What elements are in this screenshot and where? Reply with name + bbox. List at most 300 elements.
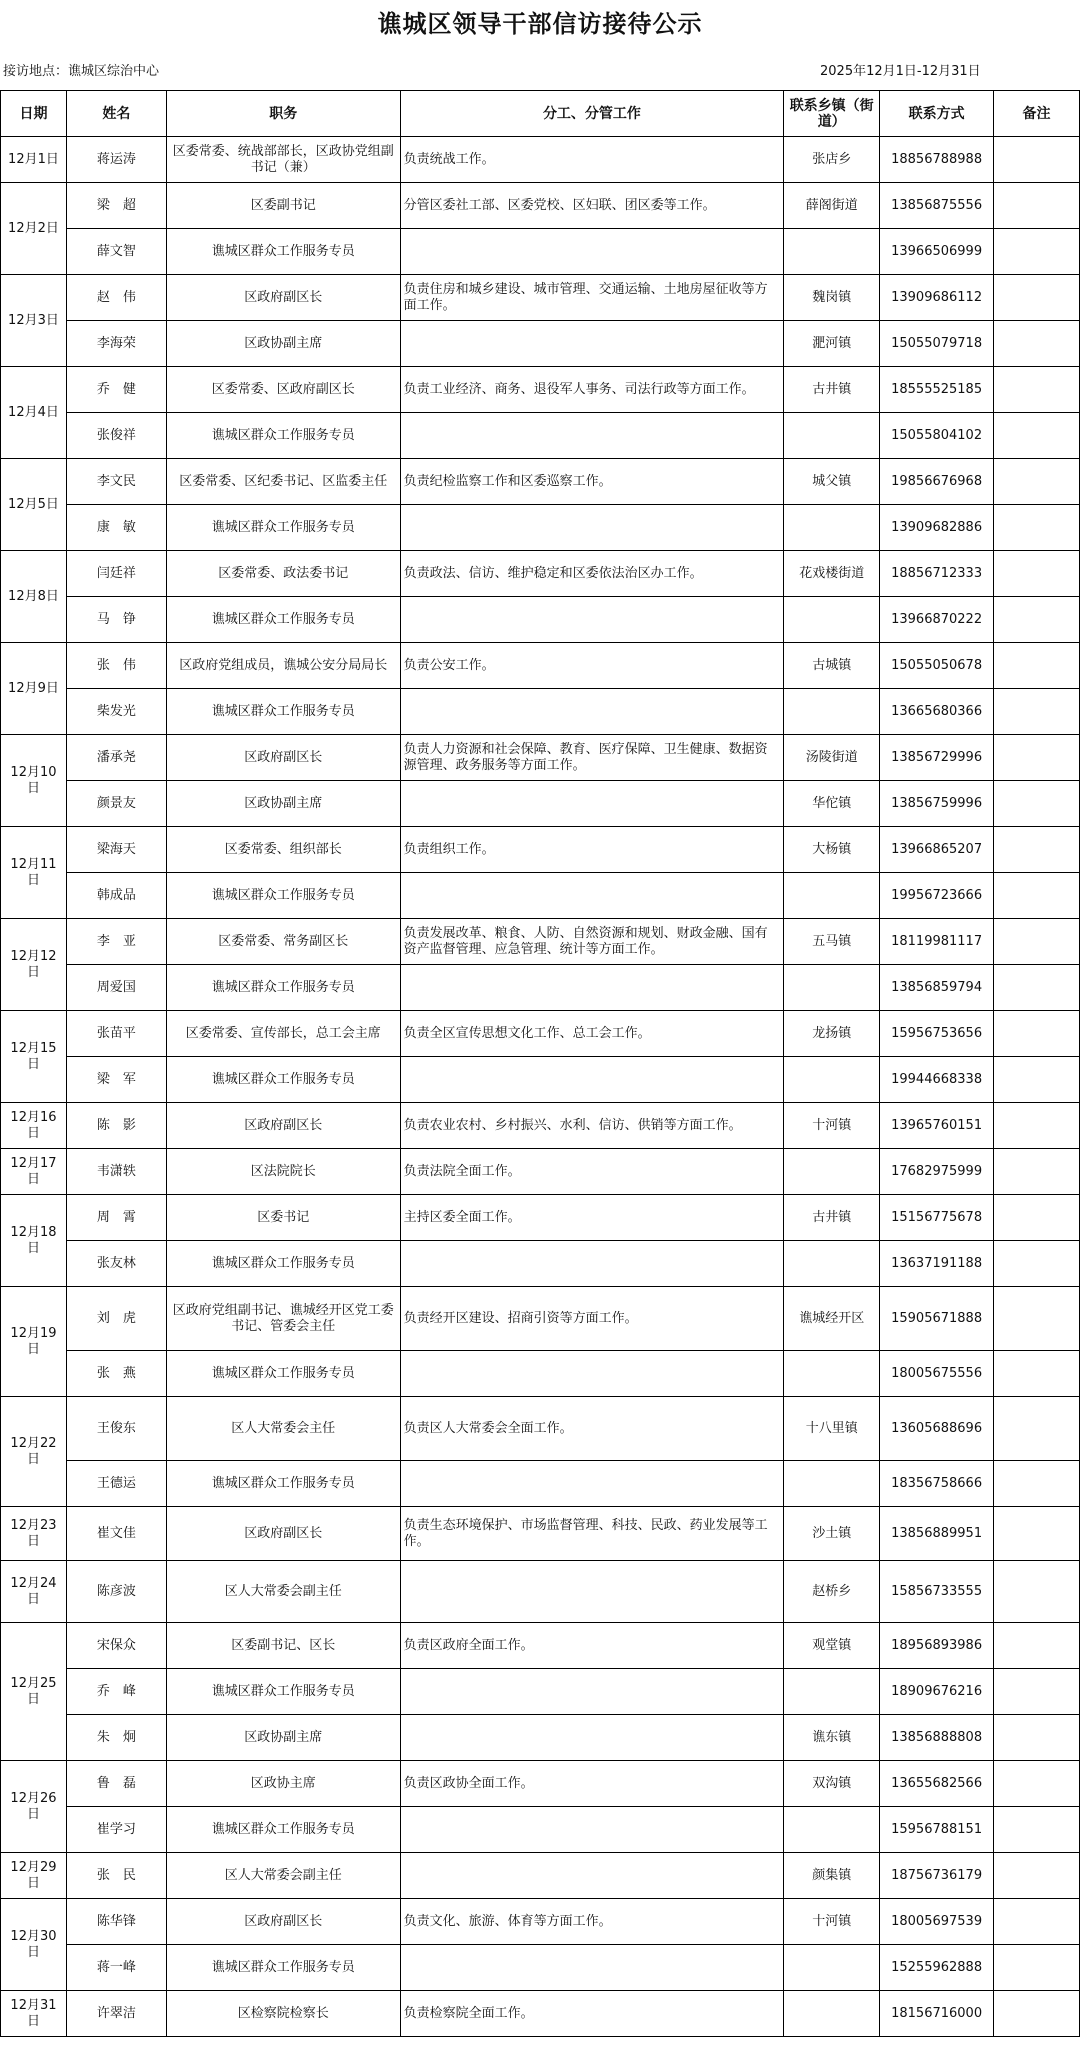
town-cell <box>784 689 880 735</box>
duty-cell <box>400 965 784 1011</box>
position-cell: 谯城区群众工作服务专员 <box>166 1351 400 1397</box>
table-row <box>1 1899 1080 1945</box>
table-row <box>1 1623 1080 1669</box>
duty-cell: 负责区政协全面工作。 <box>400 1761 784 1807</box>
name-cell: 梁海天 <box>66 827 166 873</box>
duty-cell <box>400 1241 784 1287</box>
position-cell: 谯城区群众工作服务专员 <box>166 597 400 643</box>
note-cell <box>994 1397 1080 1461</box>
town-cell: 张店乡 <box>784 137 880 183</box>
town-cell: 薛阁街道 <box>784 183 880 229</box>
phone-cell: 19856676968 <box>880 459 994 505</box>
reception-schedule-table <box>0 90 1080 2037</box>
note-cell <box>994 735 1080 781</box>
date-cell: 12月12日 <box>1 919 67 1011</box>
note-cell <box>994 1287 1080 1351</box>
phone-cell: 15055079718 <box>880 321 994 367</box>
date-cell: 12月31日 <box>1 1991 67 2037</box>
date-cell: 12月19日 <box>1 1287 67 1397</box>
table-row <box>1 1241 1080 1287</box>
phone-cell: 18356758666 <box>880 1461 994 1507</box>
town-cell <box>784 505 880 551</box>
date-cell: 12月3日 <box>1 275 67 367</box>
phone-cell: 15156775678 <box>880 1195 994 1241</box>
note-cell <box>994 459 1080 505</box>
position-cell: 区委副书记、区长 <box>166 1623 400 1669</box>
phone-cell: 13966865207 <box>880 827 994 873</box>
town-cell: 谯城经开区 <box>784 1287 880 1351</box>
position-cell: 谯城区群众工作服务专员 <box>166 413 400 459</box>
town-cell: 十河镇 <box>784 1103 880 1149</box>
phone-cell: 13856875556 <box>880 183 994 229</box>
duty-cell: 分管区委社工部、区委党校、区妇联、团区委等工作。 <box>400 183 784 229</box>
phone-cell: 18119981117 <box>880 919 994 965</box>
header-town: 联系乡镇（街道） <box>784 91 880 137</box>
position-cell: 区政府党组成员，谯城公安分局局长 <box>166 643 400 689</box>
town-cell: 双沟镇 <box>784 1761 880 1807</box>
note-cell <box>994 1507 1080 1561</box>
position-cell: 区委副书记 <box>166 183 400 229</box>
duty-cell <box>400 229 784 275</box>
table-row <box>1 1807 1080 1853</box>
position-cell: 区委常委、统战部部长，区政协党组副书记（兼） <box>166 137 400 183</box>
note-cell <box>994 275 1080 321</box>
town-cell <box>784 1669 880 1715</box>
table-row <box>1 1149 1080 1195</box>
duty-cell: 负责区人大常委会全面工作。 <box>400 1397 784 1461</box>
position-cell: 谯城区群众工作服务专员 <box>166 689 400 735</box>
table-row <box>1 1669 1080 1715</box>
date-cell: 12月5日 <box>1 459 67 551</box>
note-cell <box>994 1807 1080 1853</box>
table-row <box>1 1195 1080 1241</box>
phone-cell: 13856888808 <box>880 1715 994 1761</box>
date-cell: 12月23日 <box>1 1507 67 1561</box>
phone-cell: 13909686112 <box>880 275 994 321</box>
position-cell: 谯城区群众工作服务专员 <box>166 505 400 551</box>
note-cell <box>994 1945 1080 1991</box>
phone-cell: 13637191188 <box>880 1241 994 1287</box>
phone-cell: 15255962888 <box>880 1945 994 1991</box>
phone-cell: 15905671888 <box>880 1287 994 1351</box>
header-phone: 联系方式 <box>880 91 994 137</box>
date-cell: 12月1日 <box>1 137 67 183</box>
phone-cell: 15956788151 <box>880 1807 994 1853</box>
duty-cell: 负责经开区建设、招商引资等方面工作。 <box>400 1287 784 1351</box>
name-cell: 乔 峰 <box>66 1669 166 1715</box>
position-cell: 区人大常委会主任 <box>166 1397 400 1461</box>
phone-cell: 15956753656 <box>880 1011 994 1057</box>
duty-cell <box>400 689 784 735</box>
note-cell <box>994 1561 1080 1623</box>
name-cell: 梁 超 <box>66 183 166 229</box>
table-row <box>1 1561 1080 1623</box>
town-cell: 观堂镇 <box>784 1623 880 1669</box>
table-row <box>1 643 1080 689</box>
note-cell <box>994 873 1080 919</box>
note-cell <box>994 919 1080 965</box>
town-cell <box>784 1149 880 1195</box>
date-cell: 12月8日 <box>1 551 67 643</box>
name-cell: 王俊东 <box>66 1397 166 1461</box>
header-note: 备注 <box>994 91 1080 137</box>
table-row <box>1 183 1080 229</box>
date-cell: 12月9日 <box>1 643 67 735</box>
table-row <box>1 367 1080 413</box>
duty-cell: 负责工业经济、商务、退役军人事务、司法行政等方面工作。 <box>400 367 784 413</box>
town-cell: 五马镇 <box>784 919 880 965</box>
position-cell: 谯城区群众工作服务专员 <box>166 1807 400 1853</box>
town-cell <box>784 1807 880 1853</box>
phone-cell: 13965760151 <box>880 1103 994 1149</box>
table-row <box>1 1991 1080 2037</box>
table-row <box>1 873 1080 919</box>
position-cell: 谯城区群众工作服务专员 <box>166 1461 400 1507</box>
table-row <box>1 597 1080 643</box>
duty-cell: 负责统战工作。 <box>400 137 784 183</box>
duty-cell <box>400 597 784 643</box>
note-cell <box>994 965 1080 1011</box>
position-cell: 区委常委、常务副区长 <box>166 919 400 965</box>
town-cell: 赵桥乡 <box>784 1561 880 1623</box>
phone-cell: 17682975999 <box>880 1149 994 1195</box>
town-cell: 汤陵街道 <box>784 735 880 781</box>
name-cell: 蒋运涛 <box>66 137 166 183</box>
phone-cell: 13665680366 <box>880 689 994 735</box>
name-cell: 刘 虎 <box>66 1287 166 1351</box>
position-cell: 谯城区群众工作服务专员 <box>166 1669 400 1715</box>
phone-cell: 18005697539 <box>880 1899 994 1945</box>
name-cell: 王德运 <box>66 1461 166 1507</box>
phone-cell: 15055804102 <box>880 413 994 459</box>
position-cell: 区政府副区长 <box>166 1899 400 1945</box>
position-cell: 谯城区群众工作服务专员 <box>166 965 400 1011</box>
table-row <box>1 413 1080 459</box>
town-cell <box>784 1945 880 1991</box>
note-cell <box>994 1057 1080 1103</box>
duty-cell <box>400 781 784 827</box>
town-cell: 古井镇 <box>784 1195 880 1241</box>
name-cell: 张俊祥 <box>66 413 166 459</box>
duty-cell: 负责公安工作。 <box>400 643 784 689</box>
note-cell <box>994 413 1080 459</box>
table-row <box>1 1715 1080 1761</box>
phone-cell: 19956723666 <box>880 873 994 919</box>
duty-cell <box>400 873 784 919</box>
duty-cell <box>400 1715 784 1761</box>
name-cell: 朱 炯 <box>66 1715 166 1761</box>
phone-cell: 13856889951 <box>880 1507 994 1561</box>
table-row <box>1 1945 1080 1991</box>
phone-cell: 15055050678 <box>880 643 994 689</box>
note-cell <box>994 1351 1080 1397</box>
name-cell: 张 民 <box>66 1853 166 1899</box>
duty-cell: 负责农业农村、乡村振兴、水利、信访、供销等方面工作。 <box>400 1103 784 1149</box>
position-cell: 区政府党组副书记、谯城经开区党工委书记、管委会主任 <box>166 1287 400 1351</box>
note-cell <box>994 1853 1080 1899</box>
note-cell <box>994 137 1080 183</box>
town-cell: 十八里镇 <box>784 1397 880 1461</box>
position-cell: 区政协副主席 <box>166 1715 400 1761</box>
town-cell: 沙土镇 <box>784 1507 880 1561</box>
date-cell: 12月30日 <box>1 1899 67 1991</box>
note-cell <box>994 367 1080 413</box>
date-cell: 12月22日 <box>1 1397 67 1507</box>
name-cell: 鲁 磊 <box>66 1761 166 1807</box>
duty-cell: 负责区政府全面工作。 <box>400 1623 784 1669</box>
name-cell: 蒋一峰 <box>66 1945 166 1991</box>
position-cell: 谯城区群众工作服务专员 <box>166 1945 400 1991</box>
table-row <box>1 1287 1080 1351</box>
table-row <box>1 275 1080 321</box>
note-cell <box>994 781 1080 827</box>
note-cell <box>994 1241 1080 1287</box>
name-cell: 许翠洁 <box>66 1991 166 2037</box>
name-cell: 柴发光 <box>66 689 166 735</box>
phone-cell: 13909682886 <box>880 505 994 551</box>
name-cell: 陈彦波 <box>66 1561 166 1623</box>
position-cell: 区政府副区长 <box>166 1507 400 1561</box>
town-cell <box>784 1991 880 2037</box>
name-cell: 乔 健 <box>66 367 166 413</box>
name-cell: 薛文智 <box>66 229 166 275</box>
table-row <box>1 919 1080 965</box>
town-cell <box>784 597 880 643</box>
town-cell <box>784 873 880 919</box>
name-cell: 韦潇轶 <box>66 1149 166 1195</box>
header-duty: 分工、分管工作 <box>400 91 784 137</box>
town-cell: 大杨镇 <box>784 827 880 873</box>
note-cell <box>994 1669 1080 1715</box>
phone-cell: 18005675556 <box>880 1351 994 1397</box>
position-cell: 区人大常委会副主任 <box>166 1561 400 1623</box>
table-row <box>1 965 1080 1011</box>
table-row <box>1 1011 1080 1057</box>
date-range: 2025年12月1日-12月31日 <box>820 64 981 79</box>
phone-cell: 15856733555 <box>880 1561 994 1623</box>
header-name: 姓名 <box>66 91 166 137</box>
name-cell: 闫廷祥 <box>66 551 166 597</box>
duty-cell <box>400 1057 784 1103</box>
phone-cell: 19944668338 <box>880 1057 994 1103</box>
note-cell <box>994 1461 1080 1507</box>
table-row <box>1 735 1080 781</box>
position-cell: 区检察院检察长 <box>166 1991 400 2037</box>
duty-cell: 负责纪检监察工作和区委巡察工作。 <box>400 459 784 505</box>
duty-cell: 负责检察院全面工作。 <box>400 1991 784 2037</box>
duty-cell <box>400 1807 784 1853</box>
town-cell <box>784 413 880 459</box>
page-title: 谯城区领导干部信访接待公示 <box>377 9 703 38</box>
position-cell: 谯城区群众工作服务专员 <box>166 229 400 275</box>
date-cell: 12月16日 <box>1 1103 67 1149</box>
note-cell <box>994 1991 1080 2037</box>
note-cell <box>994 597 1080 643</box>
note-cell <box>994 827 1080 873</box>
duty-cell: 负责人力资源和社会保障、教育、医疗保障、卫生健康、数据资源管理、政务服务等方面工作。 <box>400 735 784 781</box>
position-cell: 区政协副主席 <box>166 781 400 827</box>
town-cell: 龙扬镇 <box>784 1011 880 1057</box>
phone-cell: 13655682566 <box>880 1761 994 1807</box>
note-cell <box>994 1761 1080 1807</box>
duty-cell <box>400 505 784 551</box>
date-cell: 12月26日 <box>1 1761 67 1853</box>
town-cell: 花戏楼街道 <box>784 551 880 597</box>
town-cell <box>784 965 880 1011</box>
phone-cell: 18856788988 <box>880 137 994 183</box>
position-cell: 区委常委、宣传部长，总工会主席 <box>166 1011 400 1057</box>
phone-cell: 18909676216 <box>880 1669 994 1715</box>
date-cell: 12月10日 <box>1 735 67 827</box>
duty-cell <box>400 1669 784 1715</box>
note-cell <box>994 505 1080 551</box>
name-cell: 李海荣 <box>66 321 166 367</box>
town-cell: 城父镇 <box>784 459 880 505</box>
name-cell: 梁 军 <box>66 1057 166 1103</box>
position-cell: 区政府副区长 <box>166 1103 400 1149</box>
phone-cell: 13966870222 <box>880 597 994 643</box>
position-cell: 区人大常委会副主任 <box>166 1853 400 1899</box>
date-cell: 12月25日 <box>1 1623 67 1761</box>
phone-cell: 18956893986 <box>880 1623 994 1669</box>
town-cell: 颜集镇 <box>784 1853 880 1899</box>
note-cell <box>994 643 1080 689</box>
name-cell: 李 亚 <box>66 919 166 965</box>
name-cell: 颜景友 <box>66 781 166 827</box>
phone-cell: 13856859794 <box>880 965 994 1011</box>
town-cell <box>784 1461 880 1507</box>
name-cell: 周爱国 <box>66 965 166 1011</box>
town-cell: 谯东镇 <box>784 1715 880 1761</box>
position-cell: 区法院院长 <box>166 1149 400 1195</box>
name-cell: 张友林 <box>66 1241 166 1287</box>
table-row <box>1 1461 1080 1507</box>
name-cell: 宋保众 <box>66 1623 166 1669</box>
position-cell: 谯城区群众工作服务专员 <box>166 873 400 919</box>
table-row <box>1 1761 1080 1807</box>
date-cell: 12月17日 <box>1 1149 67 1195</box>
duty-cell: 负责政法、信访、维护稳定和区委依法治区办工作。 <box>400 551 784 597</box>
table-body <box>1 137 1080 2037</box>
duty-cell: 负责全区宣传思想文化工作、总工会工作。 <box>400 1011 784 1057</box>
position-cell: 区委常委、组织部长 <box>166 827 400 873</box>
note-cell <box>994 551 1080 597</box>
table-row <box>1 1103 1080 1149</box>
note-cell <box>994 1899 1080 1945</box>
position-cell: 区政府副区长 <box>166 275 400 321</box>
phone-cell: 13966506999 <box>880 229 994 275</box>
duty-cell: 负责文化、旅游、体育等方面工作。 <box>400 1899 784 1945</box>
meta-line <box>0 48 1080 90</box>
town-cell: 华佗镇 <box>784 781 880 827</box>
duty-cell: 负责组织工作。 <box>400 827 784 873</box>
table-row <box>1 459 1080 505</box>
position-cell: 区政协副主席 <box>166 321 400 367</box>
note-cell <box>994 183 1080 229</box>
town-cell: 淝河镇 <box>784 321 880 367</box>
name-cell: 周 霄 <box>66 1195 166 1241</box>
name-cell: 陈华锋 <box>66 1899 166 1945</box>
table-row <box>1 827 1080 873</box>
date-cell: 12月11日 <box>1 827 67 919</box>
note-cell <box>994 689 1080 735</box>
town-cell <box>784 1057 880 1103</box>
table-row <box>1 1397 1080 1461</box>
date-cell: 12月2日 <box>1 183 67 275</box>
note-cell <box>994 1195 1080 1241</box>
name-cell: 崔学习 <box>66 1807 166 1853</box>
table-row <box>1 1507 1080 1561</box>
date-cell: 12月15日 <box>1 1011 67 1103</box>
date-cell: 12月18日 <box>1 1195 67 1287</box>
phone-cell: 18555525185 <box>880 367 994 413</box>
reception-location: 接访地点：谯城区综治中心 <box>3 64 160 79</box>
table-row <box>1 1057 1080 1103</box>
table-row <box>1 551 1080 597</box>
name-cell: 康 敏 <box>66 505 166 551</box>
note-cell <box>994 1103 1080 1149</box>
header-date: 日期 <box>1 91 67 137</box>
phone-cell: 18856712333 <box>880 551 994 597</box>
table-row <box>1 229 1080 275</box>
table-row <box>1 1853 1080 1899</box>
header-position: 职务 <box>166 91 400 137</box>
note-cell <box>994 1715 1080 1761</box>
town-cell <box>784 229 880 275</box>
header-row <box>1 91 1080 137</box>
table-row <box>1 1351 1080 1397</box>
position-cell: 区委常委、区政府副区长 <box>166 367 400 413</box>
name-cell: 李文民 <box>66 459 166 505</box>
table-row <box>1 137 1080 183</box>
name-cell: 张苗平 <box>66 1011 166 1057</box>
table-row <box>1 321 1080 367</box>
town-cell <box>784 1241 880 1287</box>
note-cell <box>994 321 1080 367</box>
town-cell: 魏岗镇 <box>784 275 880 321</box>
table-row <box>1 689 1080 735</box>
duty-cell <box>400 321 784 367</box>
table-row <box>1 781 1080 827</box>
name-cell: 张 燕 <box>66 1351 166 1397</box>
name-cell: 崔文佳 <box>66 1507 166 1561</box>
duty-cell <box>400 1945 784 1991</box>
duty-cell <box>400 413 784 459</box>
date-cell: 12月24日 <box>1 1561 67 1623</box>
phone-cell: 18756736179 <box>880 1853 994 1899</box>
position-cell: 区政府副区长 <box>166 735 400 781</box>
date-cell: 12月29日 <box>1 1853 67 1899</box>
note-cell <box>994 1149 1080 1195</box>
name-cell: 马 铮 <box>66 597 166 643</box>
duty-cell: 负责法院全面工作。 <box>400 1149 784 1195</box>
duty-cell: 主持区委全面工作。 <box>400 1195 784 1241</box>
town-cell: 十河镇 <box>784 1899 880 1945</box>
duty-cell <box>400 1853 784 1899</box>
note-cell <box>994 1623 1080 1669</box>
note-cell <box>994 229 1080 275</box>
phone-cell: 13605688696 <box>880 1397 994 1461</box>
position-cell: 谯城区群众工作服务专员 <box>166 1057 400 1103</box>
duty-cell: 负责发展改革、粮食、人防、自然资源和规划、财政金融、国有资产监督管理、应急管理、统计等方面工作。 <box>400 919 784 965</box>
name-cell: 潘承尧 <box>66 735 166 781</box>
phone-cell: 13856729996 <box>880 735 994 781</box>
phone-cell: 13856759996 <box>880 781 994 827</box>
position-cell: 区委常委、政法委书记 <box>166 551 400 597</box>
duty-cell <box>400 1351 784 1397</box>
town-cell: 古城镇 <box>784 643 880 689</box>
duty-cell <box>400 1461 784 1507</box>
